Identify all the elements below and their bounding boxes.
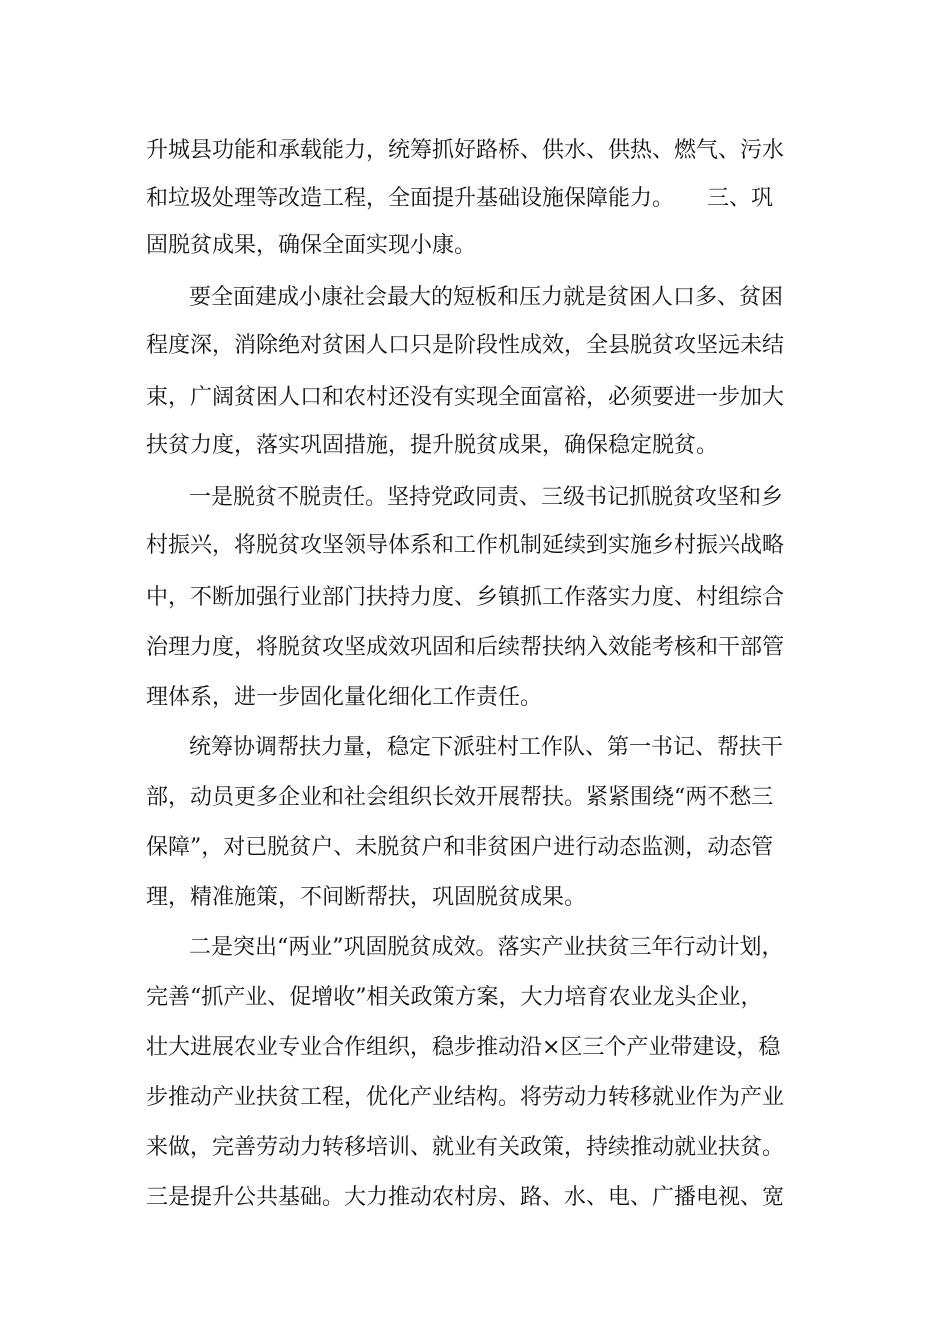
text-line: 来做，完善劳动力转移培训、就业有关政策，持续推动就业扶贫。 bbox=[146, 1135, 785, 1160]
text-line: 壮大进展农业专业合作组织，稳步推动沿×区三个产业带建设，稳 bbox=[146, 1035, 781, 1060]
text-line: 村振兴，将脱贫攻坚领导体系和工作机制延续到实施乡村振兴战略 bbox=[146, 533, 785, 558]
text-line: 理，精准施策，不间断帮扶，巩固脱贫成果。 bbox=[146, 885, 587, 910]
paragraph-first-line: 一是脱贫不脱责任。坚持党政同责、三级书记抓脱贫攻坚和乡 bbox=[189, 485, 784, 510]
paragraph-first-line: 统筹协调帮扶力量，稳定下派驻村工作队、第一书记、帮扶干 bbox=[189, 735, 784, 760]
text-line: 扶贫力度，落实巩固措施，提升脱贫成果，确保稳定脱贫。 bbox=[146, 433, 719, 458]
paragraph-first-line: 二是突出“两业”巩固脱贫成效。落实产业扶贫三年行动计划， bbox=[189, 935, 784, 960]
text-line: 和垃圾处理等改造工程，全面提升基础设施保障能力。 三、巩 bbox=[146, 186, 774, 211]
text-line: 固脱贫成果，确保全面实现小康。 bbox=[146, 233, 477, 258]
text-line: 三是提升公共基础。大力推动农村房、路、水、电、广播电视、宽 bbox=[146, 1185, 785, 1210]
text-line: 治理力度，将脱贫攻坚成效巩固和后续帮扶纳入效能考核和干部管 bbox=[146, 635, 785, 660]
text-line: 完善“抓产业、促增收”相关政策方案，大力培育农业龙头企业， bbox=[146, 985, 763, 1010]
text-line: 中，不断加强行业部门扶持力度、乡镇抓工作落实力度、村组综合 bbox=[146, 585, 785, 610]
text-line: 程度深，消除绝对贫困人口只是阶段性成效，全县脱贫攻坚远未结 bbox=[146, 333, 785, 358]
text-line: 步推动产业扶贫工程，优化产业结构。将劳动力转移就业作为产业 bbox=[146, 1085, 785, 1110]
text-line: 束，广阔贫困人口和农村还没有实现全面富裕，必须要进一步加大 bbox=[146, 385, 785, 410]
text-line: 升城县功能和承载能力，统筹抓好路桥、供水、供热、燃气、污水 bbox=[146, 138, 785, 163]
text-line: 部，动员更多企业和社会组织长效开展帮扶。紧紧围绕“两不愁三 bbox=[146, 785, 774, 810]
text-line: 理体系，进一步固化量化细化工作责任。 bbox=[146, 685, 543, 710]
text-line: 保障”，对已脱贫户、未脱贫户和非贫困户进行动态监测，动态管 bbox=[146, 835, 774, 860]
paragraph-first-line: 要全面建成小康社会最大的短板和压力就是贫困人口多、贫困 bbox=[189, 285, 784, 310]
